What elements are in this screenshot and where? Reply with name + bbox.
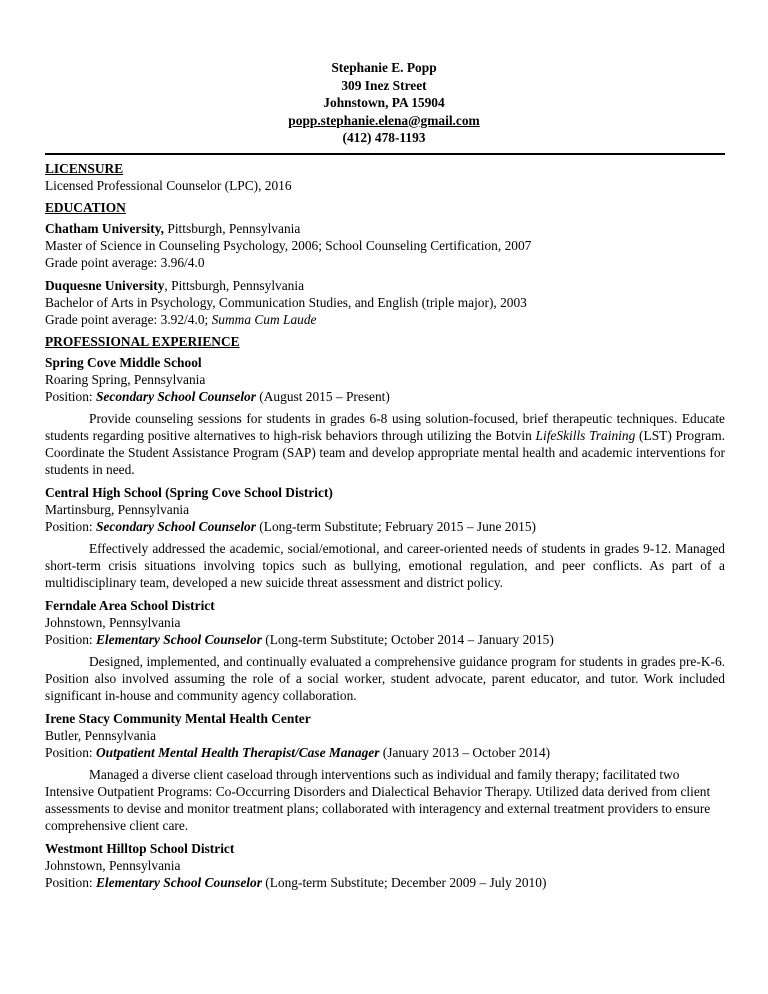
gpa-text: Grade point average: 3.92/4.0; bbox=[45, 312, 212, 327]
program-name: LifeSkills Training bbox=[535, 428, 636, 443]
job-description-part: (LST) Program. Coordinate the Student Assistance Program (SAP) team and develop appropriate mental health and academic interventions for students in need. bbox=[45, 428, 725, 477]
city-state-zip: Johnstown, PA 15904 bbox=[323, 95, 445, 110]
position-dates: (Long-term Substitute; December 2009 – July 2010) bbox=[261, 875, 547, 890]
gpa-text: Grade point average: 3.96/4.0 bbox=[45, 255, 205, 270]
licensure-section bbox=[45, 160, 725, 194]
gpa-line bbox=[45, 254, 725, 271]
position-label: Position: bbox=[45, 745, 96, 760]
position-title: Elementary School Counselor bbox=[95, 632, 262, 647]
job-entry bbox=[45, 484, 725, 591]
position-label: Position: bbox=[45, 632, 96, 647]
education-section bbox=[45, 199, 725, 328]
employer-name: Westmont Hilltop School District bbox=[45, 841, 235, 856]
job-entry bbox=[45, 840, 725, 891]
degree-line: Master of Science in Counseling Psychology, 2006; School Counseling Certification, 2007 bbox=[45, 238, 532, 253]
position-title: Secondary School Counselor bbox=[95, 389, 256, 404]
position-title: Elementary School Counselor bbox=[95, 875, 262, 890]
employer-location: Johnstown, Pennsylvania bbox=[45, 858, 181, 873]
job-entry bbox=[45, 710, 725, 834]
position-dates: (Long-term Substitute; February 2015 – June 2015) bbox=[255, 519, 536, 534]
employer-location: Roaring Spring, Pennsylvania bbox=[45, 372, 206, 387]
gpa-line bbox=[45, 311, 725, 328]
education-heading: EDUCATION bbox=[45, 200, 126, 215]
position-line bbox=[45, 388, 725, 405]
position-line bbox=[45, 518, 725, 535]
school-name: Duquesne University bbox=[45, 278, 165, 293]
position-dates: (Long-term Substitute; October 2014 – January 2015) bbox=[261, 632, 554, 647]
school-line bbox=[45, 220, 725, 237]
position-title: Outpatient Mental Health Therapist/Case Manager bbox=[95, 745, 380, 760]
position-dates: (January 2013 – October 2014) bbox=[379, 745, 551, 760]
candidate-name: Stephanie E. Popp bbox=[331, 60, 437, 75]
street-address: 309 Inez Street bbox=[341, 77, 427, 93]
header-divider bbox=[45, 153, 725, 155]
school-line bbox=[45, 277, 725, 294]
employer-name: Irene Stacy Community Mental Health Center bbox=[45, 711, 311, 726]
licensure-heading: LICENSURE bbox=[45, 161, 124, 176]
licensure-line: Licensed Professional Counselor (LPC), 2016 bbox=[45, 178, 292, 193]
position-title: Secondary School Counselor bbox=[95, 519, 256, 534]
employer-location: Butler, Pennsylvania bbox=[45, 728, 157, 743]
job-entry bbox=[45, 354, 725, 478]
position-dates: (August 2015 – Present) bbox=[255, 389, 390, 404]
education-entry bbox=[45, 277, 725, 328]
position-label: Position: bbox=[45, 875, 96, 890]
job-description: Managed a diverse client caseload through interventions such as individual and family therapy; facilitated two Intensive Outpatient Programs: Co-Occurring Disorders and Dialectical Behavior Therapy. Utilized data derived from client assessments to devise and monitor treatment plans; collaborated with interagency and external treatment providers to ensure comprehensive client care. bbox=[45, 767, 711, 833]
email-link[interactable]: popp.stephanie.elena@gmail.com bbox=[288, 112, 480, 128]
position-line bbox=[45, 874, 725, 891]
position-line bbox=[45, 631, 725, 648]
employer-name: Spring Cove Middle School bbox=[45, 355, 202, 370]
job-description: Effectively addressed the academic, social/emotional, and career-oriented needs of students in grades 9-12. Managed short-term crisis situations involving topics such as bullying, emotional regulation, and peer conflicts. As part of a multidisciplinary team, developed a new suicide threat assessment and district policy. bbox=[45, 541, 725, 590]
resume-body bbox=[45, 160, 725, 891]
contact-header bbox=[0, 59, 768, 147]
experience-heading: PROFESSIONAL EXPERIENCE bbox=[45, 334, 240, 349]
employer-name: Central High School (Spring Cove School District) bbox=[45, 485, 333, 500]
phone-number: (412) 478-1193 bbox=[342, 130, 426, 145]
position-label: Position: bbox=[45, 519, 96, 534]
education-entry bbox=[45, 220, 725, 271]
job-description-part: Provide counseling sessions for students in grades 6-8 using solution-focused, brief therapeutic techniques. Educate students regarding positive alternatives to high-risk behaviors through utilizing the Botvin bbox=[45, 411, 725, 443]
job-entry bbox=[45, 597, 725, 704]
job-description bbox=[45, 410, 725, 478]
position-line bbox=[45, 744, 725, 761]
employer-location: Martinsburg, Pennsylvania bbox=[45, 502, 190, 517]
job-description: Designed, implemented, and continually evaluated a comprehensive guidance program for students in grades pre-K-6. Position also involved assuming the role of a social worker, student advocate, parent educator, and tutor. Work included significant in-house and community agency collaboration. bbox=[45, 654, 725, 703]
honor-text: Summa Cum Laude bbox=[211, 312, 317, 327]
employer-location: Johnstown, Pennsylvania bbox=[45, 615, 181, 630]
experience-section bbox=[45, 333, 725, 891]
position-label: Position: bbox=[45, 389, 96, 404]
school-location: , Pittsburgh, Pennsylvania bbox=[164, 278, 305, 293]
school-location: Pittsburgh, Pennsylvania bbox=[164, 221, 301, 236]
school-name: Chatham University, bbox=[45, 221, 165, 236]
degree-line: Bachelor of Arts in Psychology, Communication Studies, and English (triple major), 2003 bbox=[45, 295, 527, 310]
employer-name: Ferndale Area School District bbox=[45, 598, 215, 613]
